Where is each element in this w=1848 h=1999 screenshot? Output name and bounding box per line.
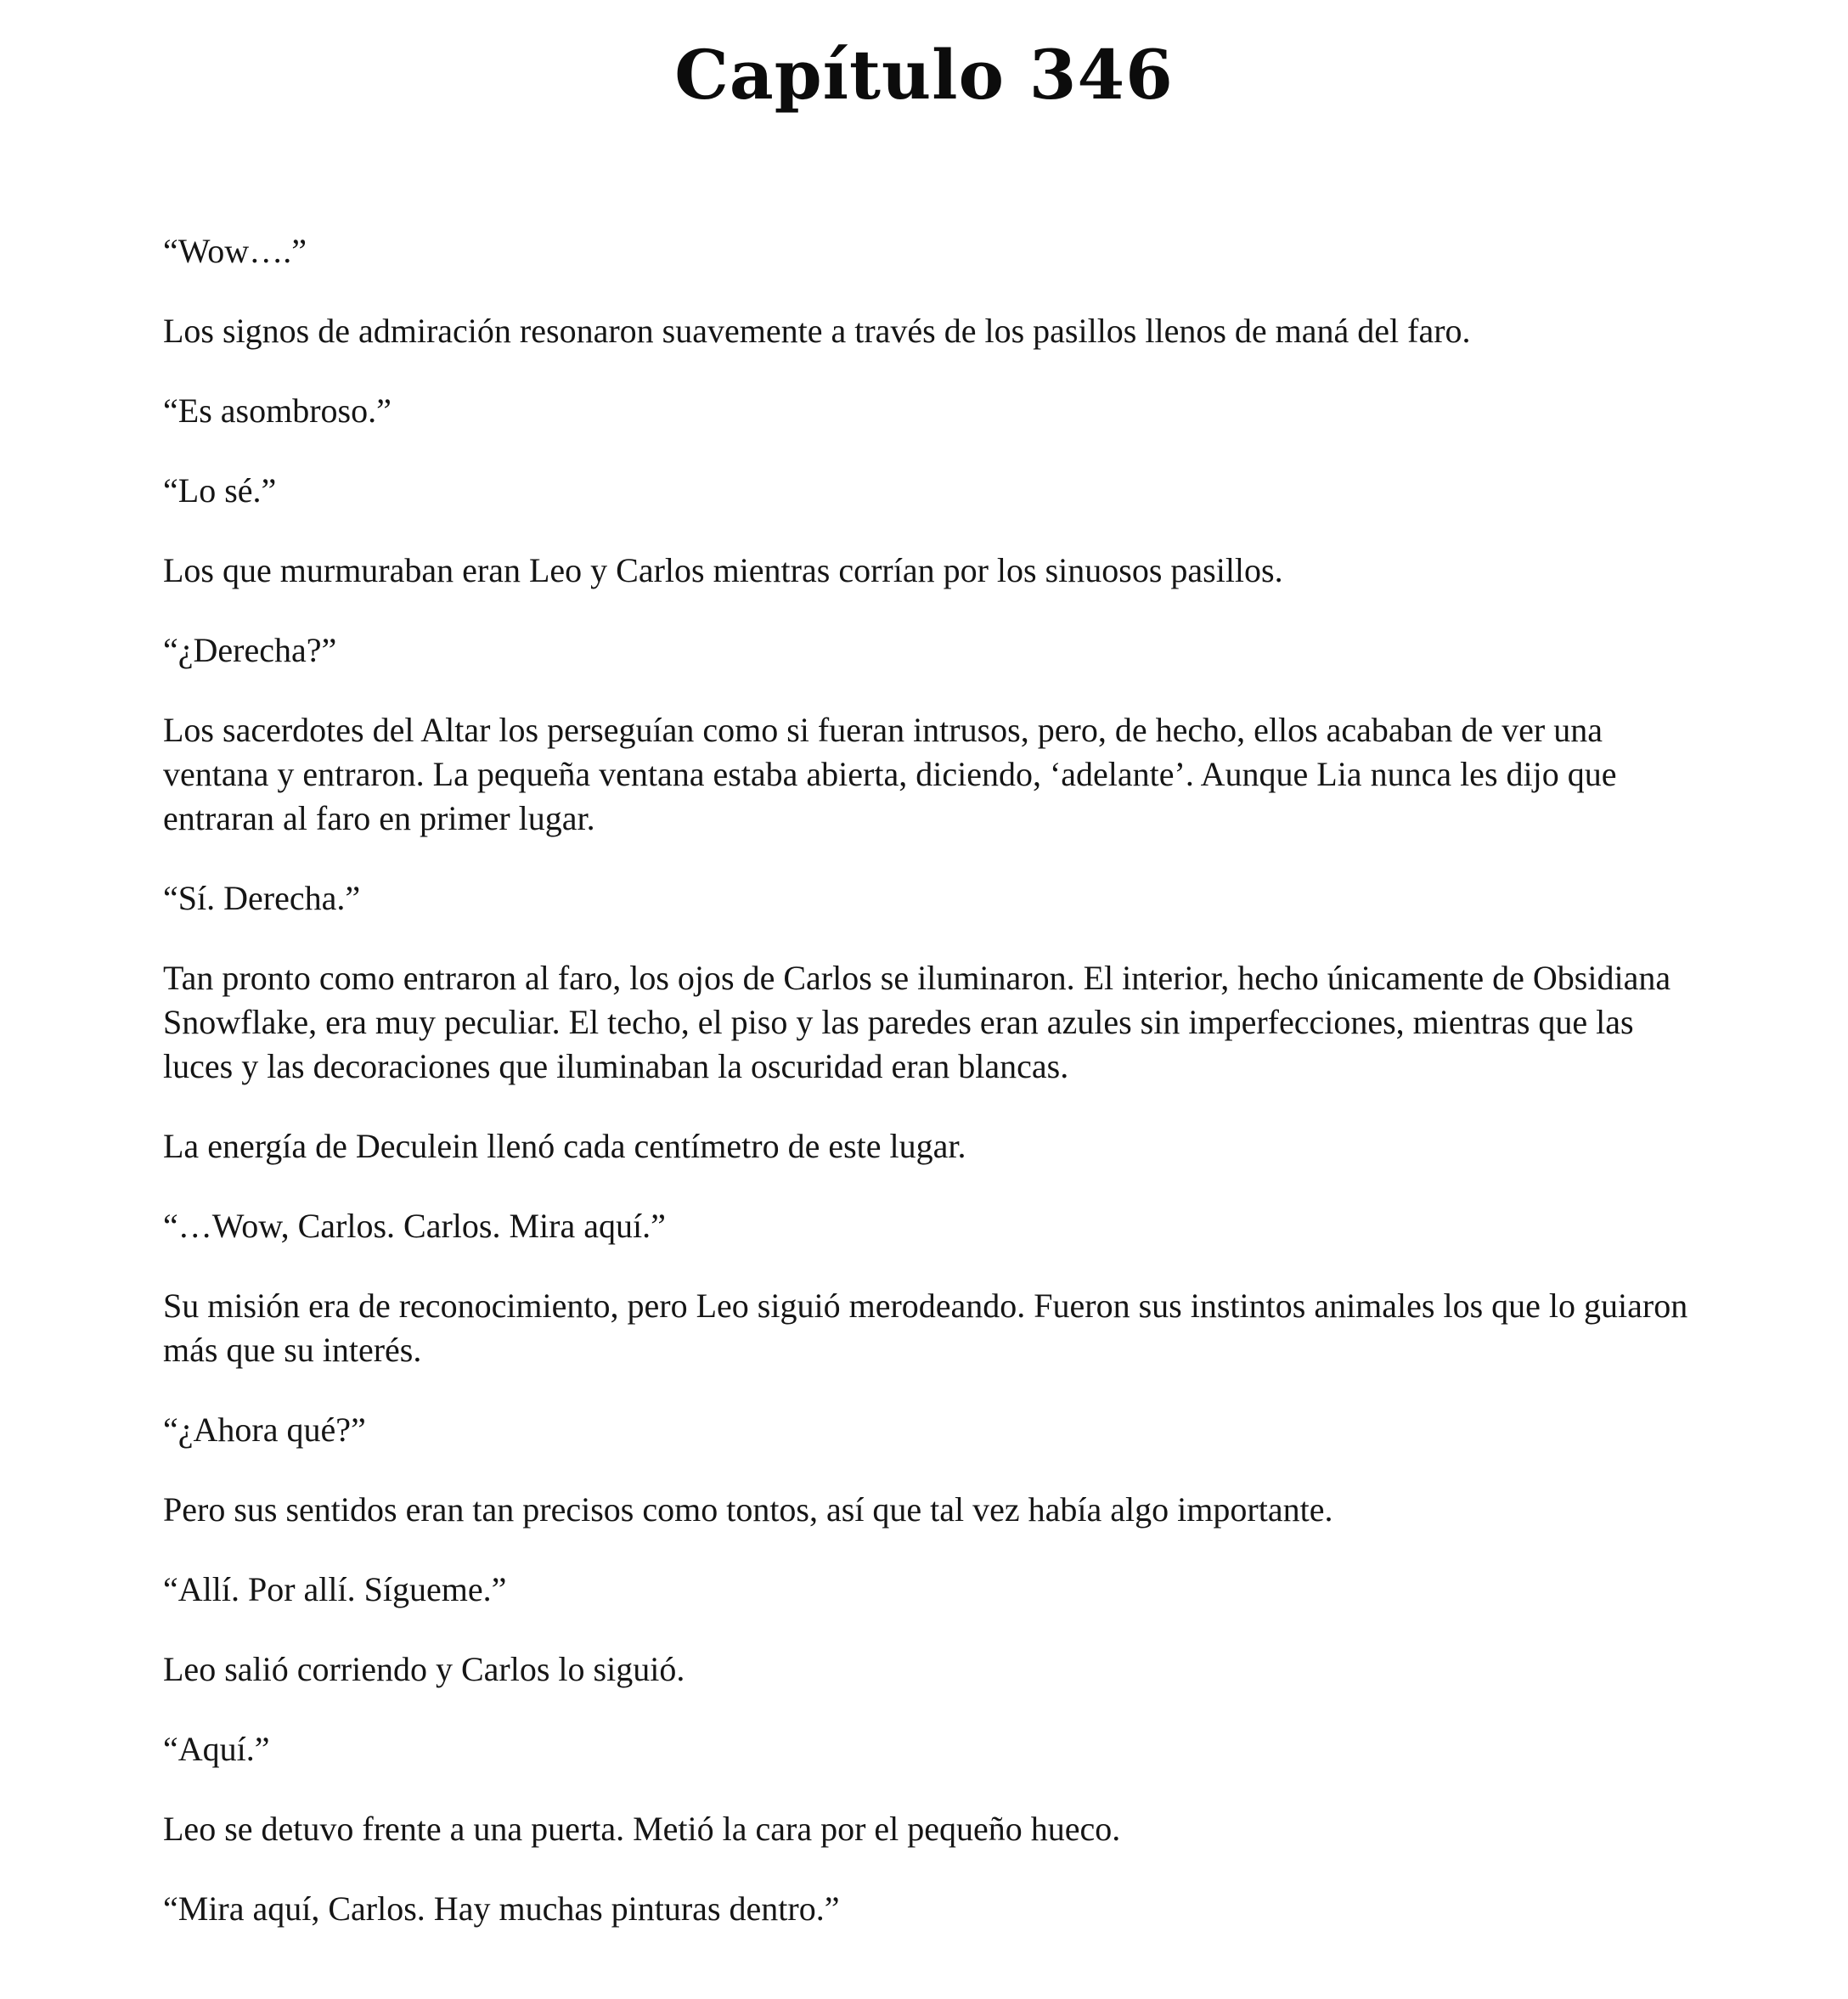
paragraph: “Mira aquí, Carlos. Hay muchas pinturas dentro.”	[163, 1889, 840, 1928]
paragraph: “Aquí.”	[163, 1730, 270, 1768]
chapter-body	[163, 229, 1692, 1967]
paragraph: Los signos de admiración resonaron suavemente a través de los pasillos llenos de maná del faro.	[163, 312, 1471, 350]
paragraph: Tan pronto como entraron al faro, los ojos de Carlos se iluminaron. El interior, hecho únicamente de Obsidiana Snowflake, era muy peculiar. El techo, el piso y las paredes eran azules sin imperfecciones, mientras que las luces y las decoraciones que iluminaban la oscuridad eran blancas.	[163, 959, 1671, 1085]
paragraph: “¿Ahora qué?”	[163, 1411, 366, 1449]
paragraph: Los que murmuraban eran Leo y Carlos mientras corrían por los sinuosos pasillos.	[163, 551, 1283, 589]
paragraph: Leo se detuvo frente a una puerta. Metió la cara por el pequeño hueco.	[163, 1810, 1121, 1848]
paragraph: Su misión era de reconocimiento, pero Leo siguió merodeando. Fueron sus instintos animales los que lo guiaron más que su interés.	[163, 1287, 1688, 1369]
paragraph: “Sí. Derecha.”	[163, 879, 361, 917]
paragraph: “¿Derecha?”	[163, 631, 337, 669]
paragraph: “Lo sé.”	[163, 471, 277, 510]
paragraph: “Allí. Por allí. Sígueme.”	[163, 1570, 507, 1608]
paragraph: “Wow….”	[163, 232, 307, 270]
paragraph: Pero sus sentidos eran tan precisos como tontos, así que tal vez había algo importante.	[163, 1490, 1333, 1529]
chapter-title: Capítulo 346	[674, 35, 1174, 115]
paragraph: “…Wow, Carlos. Carlos. Mira aquí.”	[163, 1207, 666, 1245]
paragraph: Leo salió corriendo y Carlos lo siguió.	[163, 1650, 685, 1688]
paragraph: “Es asombroso.”	[163, 391, 392, 430]
paragraph: Los sacerdotes del Altar los perseguían como si fueran intrusos, pero, de hecho, ellos acababan de ver una ventana y entraron. La pequeña ventana estaba abierta, diciendo, ‘adelante’. Aunque Lia nunca les dijo que entraran al faro en primer lugar.	[163, 711, 1617, 837]
paragraph: La energía de Deculein llenó cada centímetro de este lugar.	[163, 1127, 966, 1165]
